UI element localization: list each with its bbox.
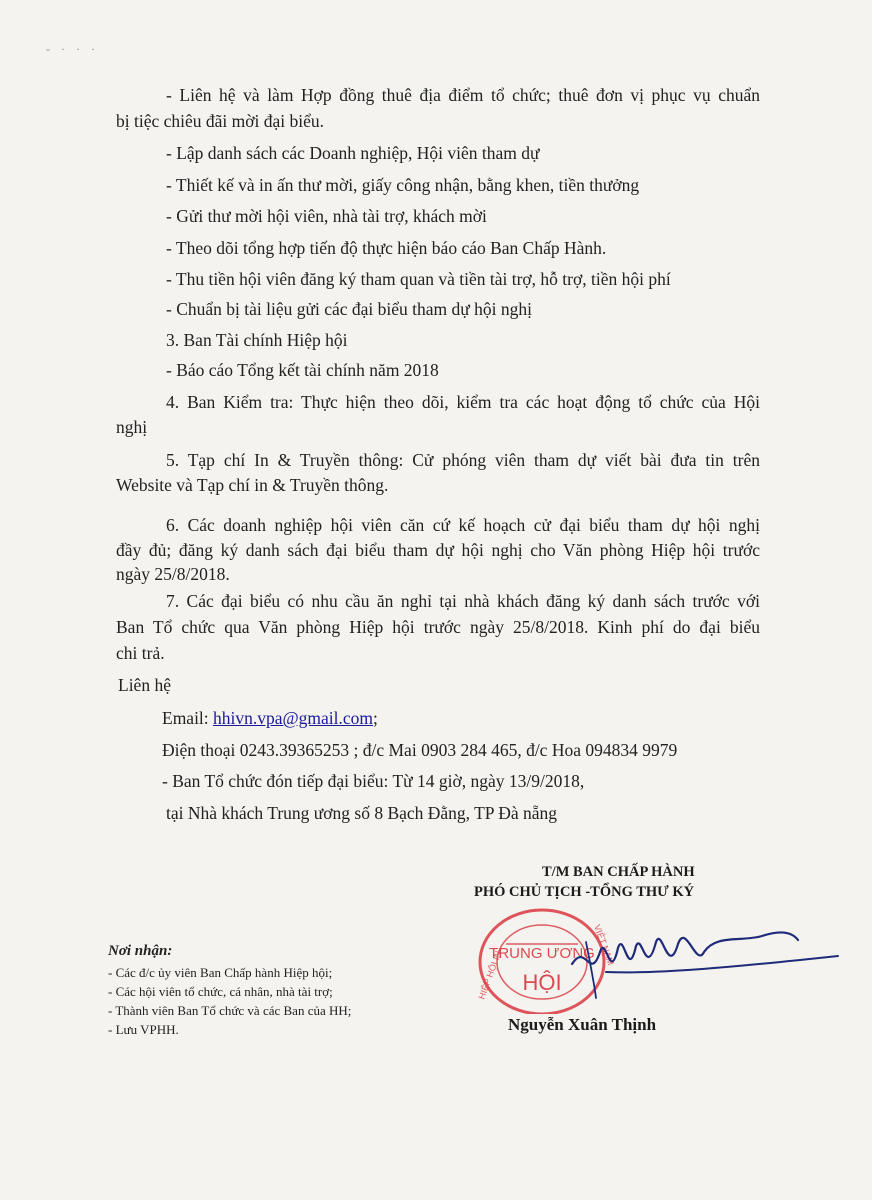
paragraph-line: bị tiệc chiêu đãi mời đại biểu.	[116, 111, 325, 131]
paragraph-line: - Liên hệ và làm Hợp đồng thuê địa điểm tổ chức; thuê đơn vị phục vụ chuẩn	[166, 85, 760, 105]
recipient-item: - Thành viên Ban Tổ chức và các Ban của HH;	[108, 1003, 352, 1018]
paragraph-line: ngày 25/8/2018.	[116, 564, 230, 584]
contact-phone-line: Điện thoại 0243.39365253 ; đ/c Mai 0903 284 465, đ/c Hoa 094834 9979	[162, 740, 678, 760]
contact-heading: Liên hệ	[118, 675, 171, 695]
email-suffix: ;	[373, 708, 378, 728]
signature-position-title: PHÓ CHỦ TỊCH -TỔNG THƯ KÝ	[474, 884, 695, 900]
recipient-item: - Các hội viên tổ chức, cá nhân, nhà tài trợ;	[108, 984, 333, 999]
reception-line: - Ban Tổ chức đón tiếp đại biểu: Từ 14 giờ, ngày 13/9/2018,	[162, 771, 585, 791]
paragraph-line: đầy đủ; đăng ký danh sách đại biểu tham dự hội nghị cho Văn phòng Hiệp hội trước	[116, 540, 760, 560]
recipients-heading: Nơi nhận:	[108, 943, 173, 959]
paragraph-line: 5. Tạp chí In & Truyền thông: Cử phóng viên tham dự viết bài đưa tin trên	[166, 450, 760, 470]
paragraph-line: chi trả.	[116, 643, 165, 663]
paragraph-line: 4. Ban Kiểm tra: Thực hiện theo dõi, kiểm tra các hoạt động tổ chức của Hội	[166, 392, 760, 412]
paragraph-line: - Gửi thư mời hội viên, nhà tài trợ, khách mời	[166, 206, 487, 226]
paragraph-line: Ban Tổ chức qua Văn phòng Hiệp hội trước ngày 25/8/2018. Kinh phí do đại biểu	[116, 617, 760, 637]
paragraph-line: - Theo dõi tổng hợp tiến độ thực hiện báo cáo Ban Chấp Hành.	[166, 238, 607, 258]
paragraph-line: nghị	[116, 417, 148, 437]
recipient-item: - Lưu VPHH.	[108, 1022, 179, 1037]
paragraph-line: Website và Tạp chí in & Truyền thông.	[116, 475, 389, 495]
paragraph-line: - Chuẩn bị tài liệu gửi các đại biểu tham dự hội nghị	[166, 299, 532, 319]
email-link[interactable]: hhivn.vpa@gmail.com	[213, 708, 374, 728]
recipients-block	[108, 942, 438, 1039]
paragraph-line: 7. Các đại biểu có nhu cầu ăn nghỉ tại nhà khách đăng ký danh sách trước với	[166, 591, 760, 611]
signer-name: Nguyễn Xuân Thịnh	[508, 1015, 657, 1034]
top-marks: - · · ·	[46, 42, 99, 56]
contact-email-line	[162, 705, 378, 731]
location-line: tại Nhà khách Trung ương số 8 Bạch Đằng, TP Đà nẵng	[166, 803, 558, 823]
paragraph-line: - Thiết kế và in ấn thư mời, giấy công nhận, bằng khen, tiền thưởng	[166, 175, 640, 195]
paragraph-line: 6. Các doanh nghiệp hội viên căn cứ kế hoạch cử đại biểu tham dự hội nghị	[166, 515, 760, 535]
paragraph-line: - Lập danh sách các Doanh nghiệp, Hội viên tham dự	[166, 143, 540, 163]
section-heading: 3. Ban Tài chính Hiệp hội	[166, 330, 348, 350]
svg-text:HIỆP HỘI IN: HIỆP HỘI IN	[476, 949, 504, 1001]
handwritten-signature	[566, 912, 842, 1002]
recipient-item: - Các đ/c ủy viên Ban Chấp hành Hiệp hội;	[108, 965, 333, 980]
paragraph-line: - Thu tiền hội viên đăng ký tham quan và tiền tài trợ, hỗ trợ, tiền hội phí	[166, 269, 671, 289]
stamp-bottom-text: HỘI	[522, 970, 562, 995]
svg-text:VIỆT NAM: VIỆT NAM	[592, 923, 616, 967]
email-label: Email:	[162, 708, 214, 728]
stamp-center-text: TRUNG ƯƠNG	[489, 945, 595, 962]
paragraph-line: - Báo cáo Tổng kết tài chính năm 2018	[166, 360, 439, 380]
signature-org-title: T/M BAN CHẤP HÀNH	[542, 864, 695, 880]
